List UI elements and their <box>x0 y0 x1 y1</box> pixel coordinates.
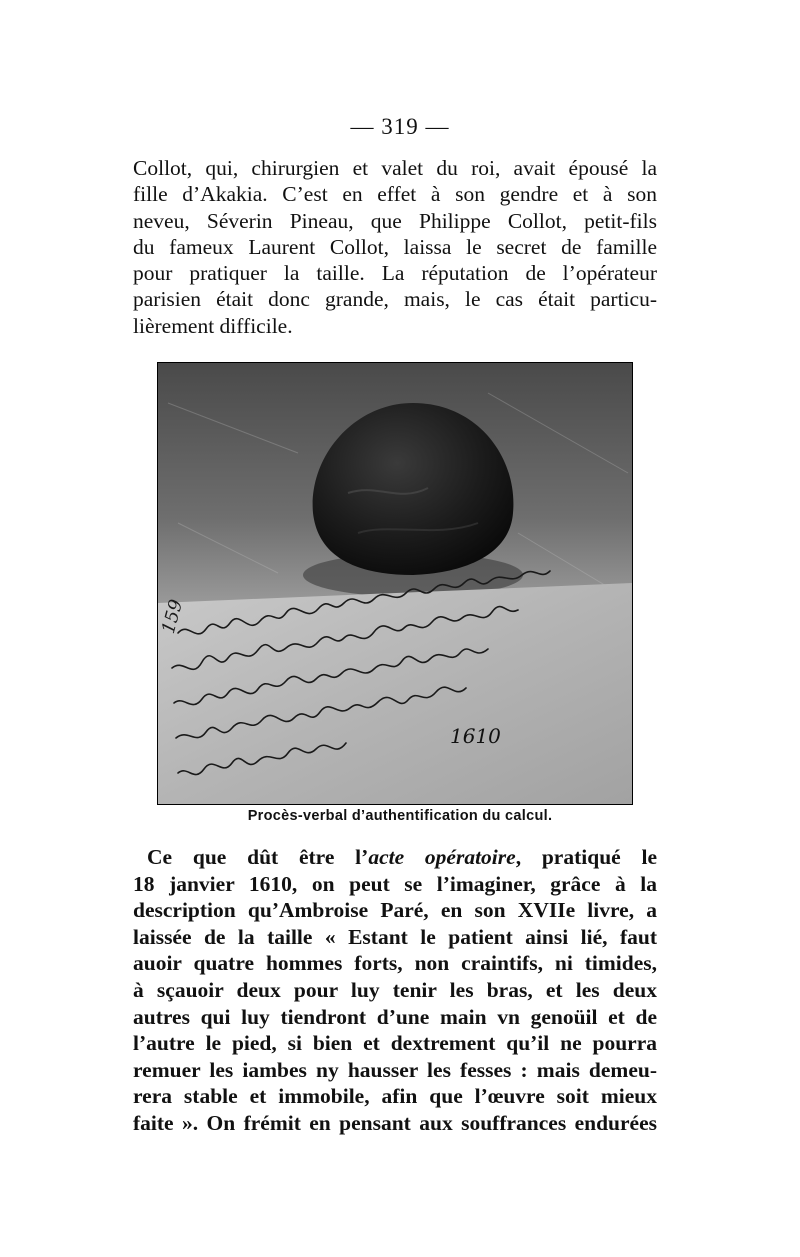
photograph-calculus-and-manuscript <box>157 362 633 805</box>
text-line: faite ». On frémit en pensant aux souffrances endurées <box>133 1110 657 1135</box>
page-number: — 319 — <box>350 114 450 139</box>
figure-caption: Procès-verbal d’authentification du calcul. <box>247 808 553 824</box>
manuscript-date: 1610 <box>450 724 501 748</box>
text-line: autres qui luy tiendront d’une main vn genoüil et de <box>133 1004 657 1029</box>
margin-number: 159 <box>158 597 188 636</box>
italic-phrase: acte opératoire <box>368 845 516 869</box>
text-line: Ce que dût être l’acte opératoire, pratiqué le <box>147 845 658 869</box>
text-line: du fameux Laurent Collot, laissa le secret de famille <box>133 234 657 259</box>
paragraph-bottom <box>133 844 657 1137</box>
text-line: laissée de la taille « Estant le patient ainsi lié, faut <box>133 924 657 949</box>
text-line: 18 janvier 1610, on peut se l’imaginer, grâce à la <box>133 871 657 896</box>
text-line: fille d’Akakia. C’est en effet à son gendre et à son <box>133 182 657 207</box>
photo-illustration <box>158 363 632 804</box>
text-line: parisien était donc grande, mais, le cas était particu- <box>133 287 657 312</box>
text-line: l’autre le pied, si bien et dextrement qu’il ne pourra <box>133 1031 657 1056</box>
paragraph-top <box>133 155 657 339</box>
manuscript-paper <box>158 583 632 804</box>
text-line: à sçauoir deux pour luy tenir les bras, et les deux <box>133 977 657 1002</box>
text-line: neveu, Séverin Pineau, que Philippe Collot, petit-fils <box>133 208 657 233</box>
text-line: rera stable et immobile, afin que l’œuvre soit mieux <box>133 1084 657 1109</box>
text-line: remuer les iambes ny hausser les fesses : mais demeu- <box>133 1057 657 1082</box>
text-line: lièrement difficile. <box>133 313 293 338</box>
text-line: description qu’Ambroise Paré, en son XVIIe livre, a <box>133 898 657 923</box>
text-line: pour pratiquer la taille. La réputation de l’opérateur <box>133 261 657 286</box>
text-line: auoir quatre hommes forts, non craintifs, ni timides, <box>133 951 657 976</box>
text-line: Collot, qui, chirurgien et valet du roi, avait épousé la <box>133 156 657 180</box>
